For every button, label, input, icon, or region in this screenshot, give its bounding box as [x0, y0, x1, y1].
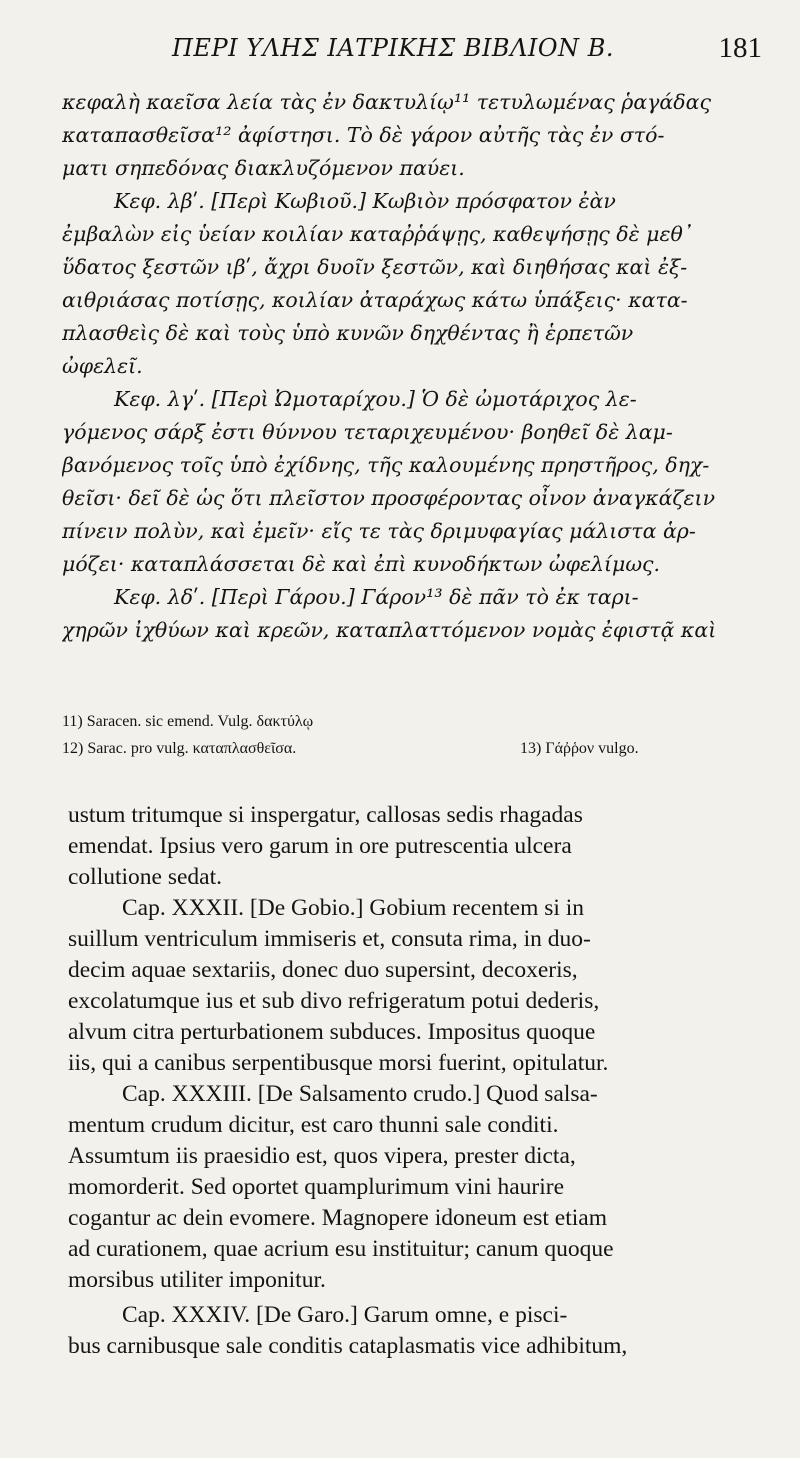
latin-line: iis, qui a canibus serpentibusque morsi fuerint, opitulatur. [68, 1050, 609, 1076]
latin-line: collutione sedat. [68, 864, 223, 890]
latin-line: momorderit. Sed oportet quamplurimum vini haurire [68, 1174, 565, 1200]
latin-line: suillum ventriculum immiseris et, consuta rima, in duo- [68, 926, 591, 952]
footnote-11: 11) Saracen. sic emend. Vulg. δακτύλῳ [62, 713, 314, 730]
greek-line: μόζει· καταπλάσσεται δὲ καὶ ἐπὶ κυνοδήκτων ὠφελίμως. [62, 552, 661, 576]
page-number: 181 [718, 32, 762, 64]
greek-line: γόμενος σάρξ ἐστι θύννου τεταριχευμένου· βοηθεῖ δὲ λαμ- [62, 420, 673, 444]
header-title: ΠΕΡΙ ΥΛΗΣ ΙΑΤΡΙΚΗΣ ΒΙΒΛΙΟΝ Β. [172, 34, 614, 62]
latin-chapter-heading: Cap. XXXII. [De Gobio.] Gobium recentem si in [122, 895, 585, 921]
latin-line: mentum crudum dicitur, est caro thunni sale conditi. [68, 1112, 559, 1138]
latin-line: alvum citra perturbationem subduces. Impositus quoque [68, 1019, 596, 1045]
latin-chapter-heading: Cap. XXXIV. [De Garo.] Garum omne, e pisci- [122, 1302, 568, 1328]
latin-line: decim aquae sextariis, donec duo supersint, decoxeris, [68, 957, 578, 983]
latin-text-block [68, 800, 768, 1362]
footnotes [62, 708, 767, 762]
footnote-row [62, 735, 767, 762]
latin-line: bus carnibusque sale conditis cataplasmatis vice adhibitum, [68, 1333, 628, 1359]
greek-line: αιθριάσας ποτίσῃς, κοιλίαν ἀταράχως κάτω ὑπάξεις· κατα- [62, 288, 688, 312]
greek-line: ὕδατος ξεστῶν ιβʹ, ἄχρι δυοῖν ξεστῶν, καὶ διηθήσας καὶ ἐξ- [62, 255, 688, 279]
latin-chapter-heading: Cap. XXXIII. [De Salsamento crudo.] Quod salsa- [122, 1081, 598, 1107]
latin-line: morsibus utiliter imponitur. [68, 1267, 326, 1293]
greek-line: ὠφελεῖ. [62, 354, 143, 378]
running-header [60, 28, 770, 72]
greek-line: πλασθεὶς δὲ καὶ τοὺς ὑπὸ κυνῶν δηχθέντας ἢ ἑρπετῶν [62, 321, 634, 345]
footnote-13: 13) Γάῤῥον vulgo. [520, 740, 639, 757]
latin-line: ad curationem, quae acrium esu instituitur; canum quoque [68, 1236, 614, 1262]
greek-line: καταπασθεῖσα¹² ἀφίστησι. Τὸ δὲ γάρον αὐτῆς τὰς ἐν στό- [62, 123, 665, 147]
greek-line: κεφαλὴ καεῖσα λεία τὰς ἐν δακτυλίῳ¹¹ τετυλωμένας ῥαγάδας [62, 90, 711, 114]
latin-line: cogantur ac dein evomere. Magnopere idoneum est etiam [68, 1205, 607, 1231]
latin-line: Assumtum iis praesidio est, quos vipera, prester dicta, [68, 1143, 576, 1169]
greek-line: ἐμβαλὼν εἰς ὑείαν κοιλίαν καταῤῥάψῃς, καθεψήσῃς δὲ μεθ᾽ [62, 222, 694, 246]
greek-chapter-heading: Κεφ. λγʹ. [Περὶ Ὠμοταρίχου.] Ὁ δὲ ὠμοτάριχος λε- [114, 387, 637, 411]
footnote-12: 12) Sarac. pro vulg. καταπλασθεῖσα. [62, 740, 297, 757]
greek-text-block [62, 86, 767, 647]
latin-line: excolatumque ius et sub divo refrigeratum potui dederis, [68, 988, 600, 1014]
latin-line: emendat. Ipsius vero garum in ore putrescentia ulcera [68, 833, 572, 859]
latin-line: ustum tritumque si inspergatur, callosas sedis rhagadas [68, 802, 583, 828]
greek-line: θεῖσι· δεῖ δὲ ὡς ὅτι πλεῖστον προσφέροντας οἶνον ἀναγκάζειν [62, 486, 716, 510]
greek-chapter-heading: Κεφ. λδʹ. [Περὶ Γάρου.] Γάρον¹³ δὲ πᾶν τὸ ἐκ ταρι- [114, 585, 639, 609]
greek-line: ματι σηπεδόνας διακλυζόμενον παύει. [62, 156, 465, 180]
greek-line: χηρῶν ἰχθύων καὶ κρεῶν, καταπλαττόμενον νομὰς ἐφιστᾷ καὶ [62, 618, 717, 642]
greek-chapter-heading: Κεφ. λβʹ. [Περὶ Κωβιοῦ.] Κωβιὸν πρόσφατον ἐὰν [114, 189, 616, 213]
greek-line: πίνειν πολὺν, καὶ ἐμεῖν· εἴς τε τὰς δριμυφαγίας μάλιστα ἁρ- [62, 519, 696, 543]
greek-line: βανόμενος τοῖς ὑπὸ ἐχίδνης, τῆς καλουμένης πρηστῆρος, δηχ- [62, 453, 710, 477]
